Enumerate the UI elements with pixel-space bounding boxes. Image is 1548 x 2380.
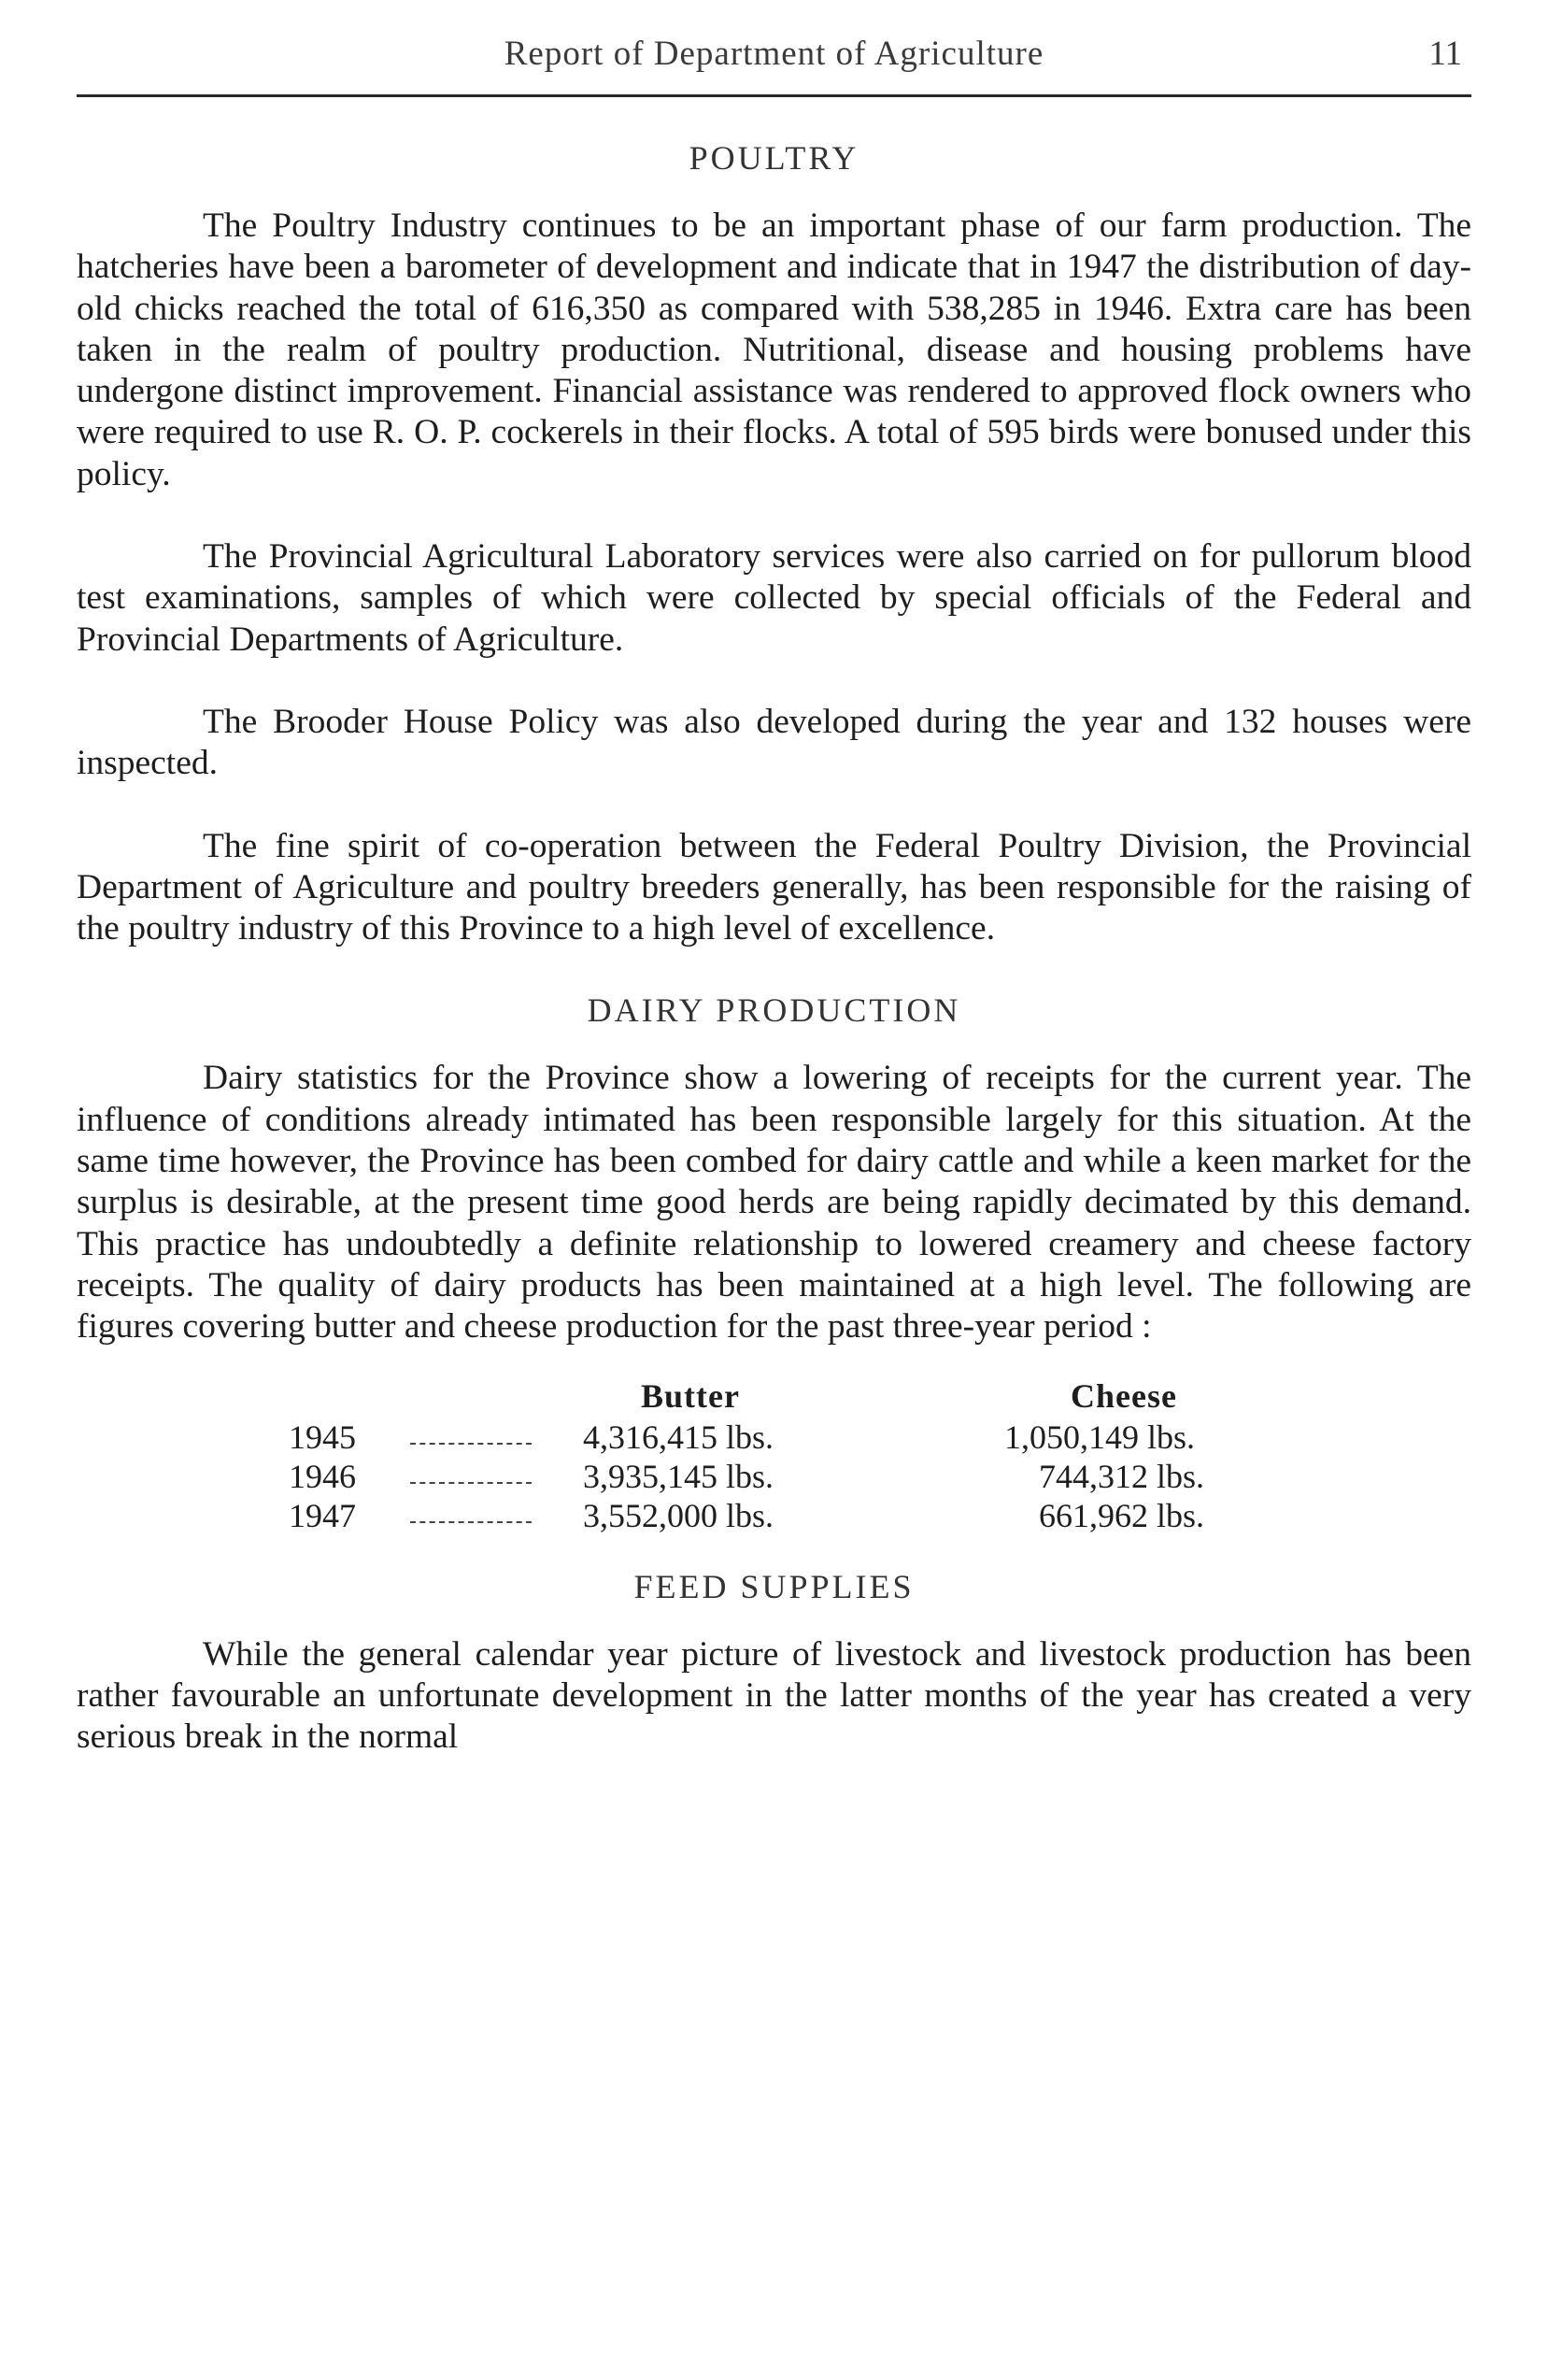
paragraph: While the general calendar year picture of livestock and livestock production has been rather favourable an unfortunate development in the latter months of the year has created a very serious break in the normal bbox=[77, 1634, 1471, 1757]
section-heading-poultry: POULTRY bbox=[689, 139, 859, 177]
production-table bbox=[77, 1376, 1471, 1535]
dot-leader bbox=[410, 1443, 532, 1445]
paragraph: Dairy statistics for the Province show a lowering of receipts for the current year. The influence of conditions already intimated has been responsible largely for this situation. At the same time however, the Province has been combed for dairy cattle and while a keen market for the surplus is desirable, at the present time good herds are being rapidly decimated by this demand. This practice has undoubtedly a definite relationship to lowered creamery and cheese factory receipts. The quality of dairy products has been maintained at a high level. The following are figures covering butter and cheese production for the past three-year period : bbox=[77, 1059, 1471, 1347]
table-row bbox=[77, 1496, 1471, 1535]
year-cell: 1946 bbox=[289, 1457, 356, 1495]
section-heading-feed: FEED SUPPLIES bbox=[633, 1567, 915, 1605]
page-content bbox=[77, 138, 1471, 1799]
paragraph: The Poultry Industry continues to be an important phase of our farm production. The hatcheries have been a barometer of development and indicate that in 1947 the distribution of day-old chicks reached the total of 616,350 as compared with 538,285 in 1946. Extra care has been taken in the realm of poultry production. Nutritional, disease and housing problems have undergone distinct improvement. Financial assistance was rendered to approved flock owners who were required to use R. O. P. cockerels in their flocks. A total of 595 birds were bonused under this policy. bbox=[77, 207, 1471, 493]
paragraph: The Provincial Agricultural Laboratory services were also carried on for pullorum blood test examinations, samples of which were collected by special officials of the Federal and Provincial Departments of Agriculture. bbox=[77, 537, 1471, 659]
table-row bbox=[77, 1457, 1471, 1496]
running-header bbox=[77, 34, 1471, 80]
table-row bbox=[77, 1418, 1471, 1457]
column-header-butter: Butter bbox=[641, 1376, 740, 1415]
paragraph: The fine spirit of co-operation between the Federal Poultry Division, the Provincial Department of Agriculture and poultry breeders generally, has been responsible for the raising of the poultry industry of this Province to a high level of excellence. bbox=[77, 826, 1471, 948]
year-cell: 1947 bbox=[289, 1496, 356, 1534]
butter-cell: 4,316,415 lbs. bbox=[583, 1418, 774, 1456]
running-title: Report of Department of Agriculture bbox=[504, 35, 1044, 73]
cheese-cell: 661,962 lbs. bbox=[1039, 1496, 1205, 1534]
butter-cell: 3,552,000 lbs. bbox=[583, 1496, 774, 1534]
dot-leader bbox=[410, 1482, 532, 1484]
butter-cell: 3,935,145 lbs. bbox=[583, 1457, 774, 1495]
cheese-cell: 1,050,149 lbs. bbox=[1004, 1418, 1196, 1456]
paragraph: The Brooder House Policy was also developed during the year and 132 houses were inspected. bbox=[77, 702, 1471, 783]
page-number: 11 bbox=[1428, 35, 1462, 73]
column-header-cheese: Cheese bbox=[1071, 1376, 1177, 1415]
section-heading-dairy: DAIRY PRODUCTION bbox=[587, 991, 961, 1030]
cheese-cell: 744,312 lbs. bbox=[1039, 1457, 1205, 1495]
header-rule bbox=[77, 94, 1471, 97]
year-cell: 1945 bbox=[289, 1418, 356, 1456]
dot-leader bbox=[410, 1521, 532, 1523]
